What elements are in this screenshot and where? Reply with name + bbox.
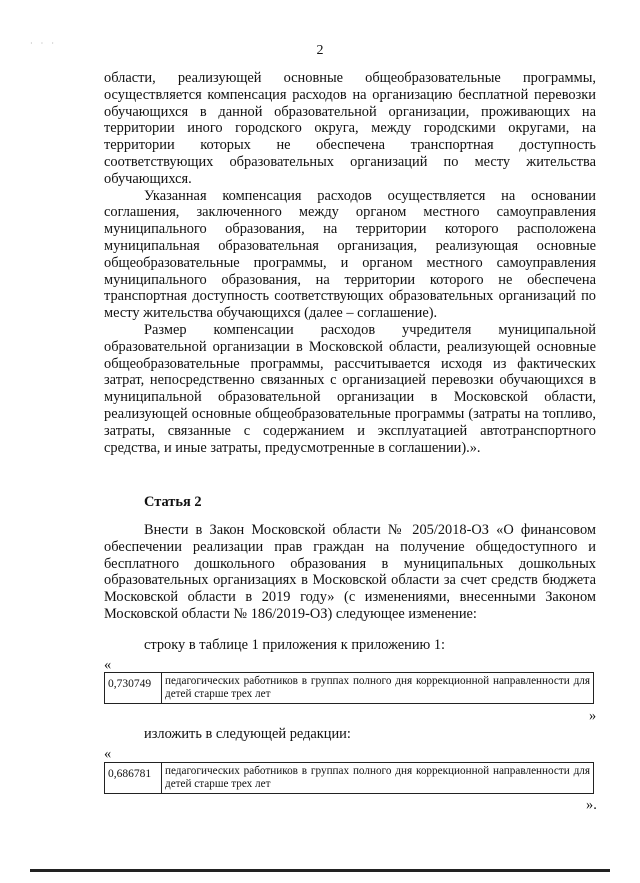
old-description-cell: педагогических работников в группах полного дня коррекционной направленности для детей старше трех лет — [162, 673, 594, 704]
paragraph-2: Указанная компенсация расходов осуществляется на основании соглашения, заключенного между органом местного самоуправления муниципального образования, на территории которого расположена муниципальная образовательная организация, реализующая основные общеобразовательные программы, и органом местного самоуправления муниципального образования, на территории которого не обеспечена транспортная доступность соответствующих образовательных организаций по месту жительства обучающихся (далее – соглашение). — [104, 187, 596, 322]
close-quote-1: » — [589, 708, 597, 724]
row-intro-text: строку в таблице 1 приложения к приложению 1: — [144, 637, 446, 653]
article-2-heading: Статья 2 — [144, 494, 202, 510]
paragraph-3: Размер компенсации расходов учредителя муниципальной образовательной организации в Московской области, реализующей основные общеобразовательные программы, рассчитывается исходя из фактических затрат, непосредственно связанных с организацией перевозки обучающихся в муниципальной образовательной организации в Московской области, реализующей основные общеобразовательные программы (затраты на топливо, затраты, связанные с содержанием и эксплуатацией автотранспортного средства, и иные затраты, предусмотренные в соглашении).». — [104, 321, 596, 456]
old-table-row — [104, 672, 594, 704]
new-coefficient-cell: 0,686781 — [105, 763, 162, 794]
table-row — [105, 763, 594, 794]
bottom-scan-edge — [30, 869, 610, 872]
page-number: 2 — [316, 43, 324, 58]
new-description-cell: педагогических работников в группах полного дня коррекционной направленности для детей старше трех лет — [162, 763, 594, 794]
scan-marks: · · · — [30, 39, 57, 48]
open-quote-1: « — [104, 657, 112, 673]
old-coefficient-cell: 0,730749 — [105, 673, 162, 704]
article1-continuation — [104, 70, 596, 456]
close-quote-2: ». — [586, 797, 597, 813]
replace-intro-text: изложить в следующей редакции: — [144, 726, 351, 742]
article-2-body — [104, 522, 596, 623]
article-2-paragraph: Внести в Закон Московской области № 205/2018-ОЗ «О финансовом обеспечении реализации прав граждан на получение общедоступного и бесплатного дошкольного образования в муниципальных дошкольных образовательных организациях в Московской области за счет средств бюджета Московской области в 2019 году» (с изменениями, внесенными Законом Московской области № 186/2019-ОЗ) следующее изменение: — [104, 522, 596, 622]
table-row — [105, 673, 594, 704]
open-quote-2: « — [104, 746, 112, 762]
paragraph-1: области, реализующей основные общеобразовательные программы, осуществляется компенсация расходов на организацию бесплатной перевозки обучающихся в данной образовательной организации, проживающих на территории иного городского округа, между городскими округами, на территории которых не обеспечена транспортная доступность соответствующих образовательных организаций по месту жительства обучающихся. — [104, 70, 596, 187]
new-table-row — [104, 762, 594, 794]
